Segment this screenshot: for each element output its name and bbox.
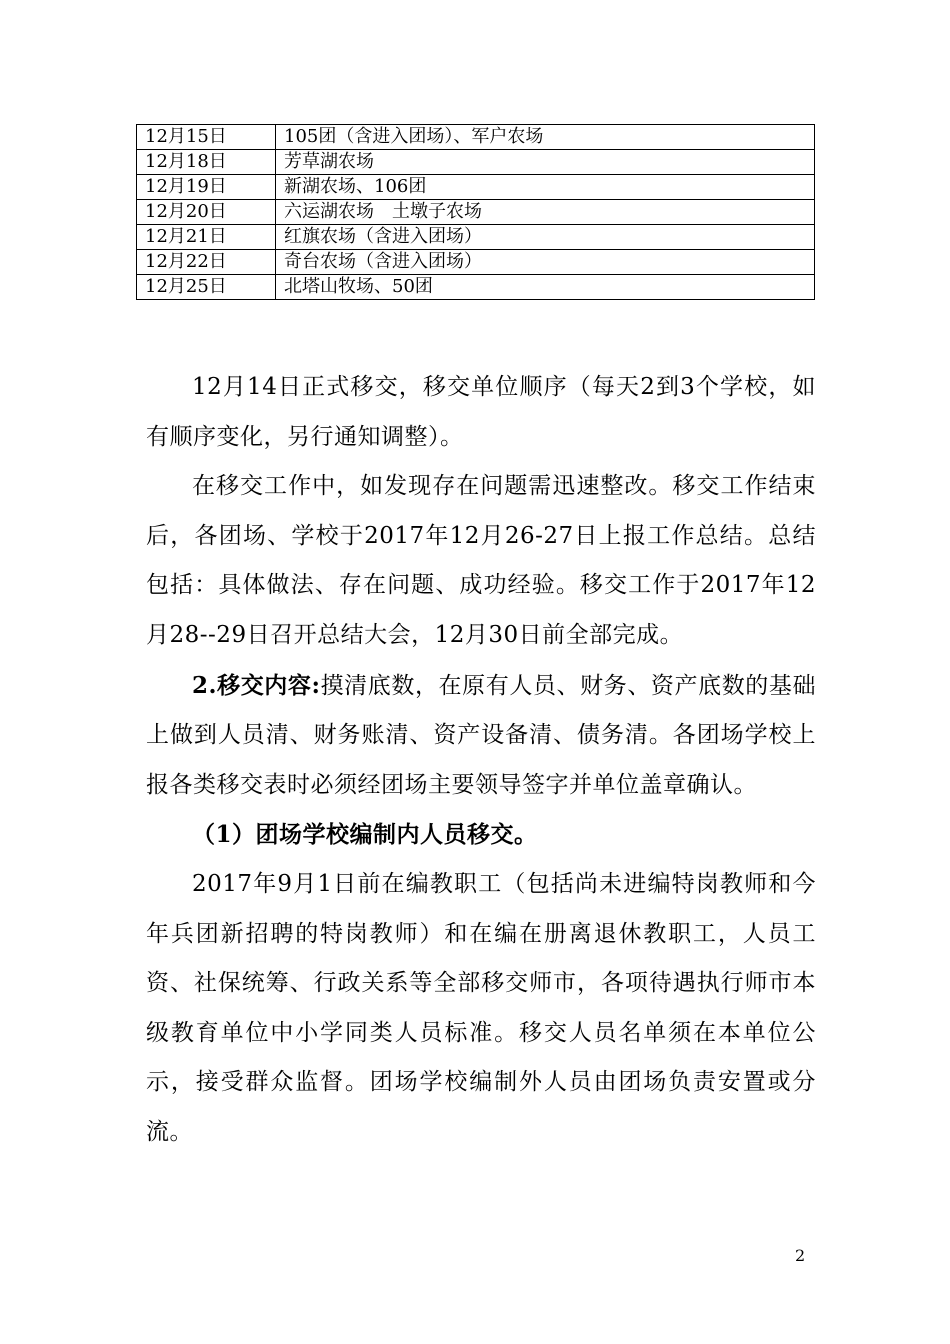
table-row [137,275,815,300]
date-cell: 12月22日 [137,250,276,275]
table-row [137,175,815,200]
table-row [137,200,815,225]
date-cell: 12月18日 [137,150,276,175]
units-cell: 芳草湖农场 [276,150,815,175]
paragraph-rectification-summary: 在移交工作中，如发现存在问题需迅速整改。移交工作结束后，各团场、学校于2017年12月26-27日上报工作总结。总结包括：具体做法、存在问题、成功经验。移交工作于2017年12月28--29日召开总结大会，12月30日前全部完成。 [146,473,816,648]
table-row [137,225,815,250]
paragraph-transfer-order: 12月14日正式移交，移交单位顺序（每天2到3个学校，如有顺序变化，另行通知调整）。 [146,374,816,450]
table-row [137,150,815,175]
date-cell: 12月21日 [137,225,276,250]
date-cell: 12月20日 [137,200,276,225]
date-cell: 12月19日 [137,175,276,200]
units-cell: 105团（含进入团场）、军户农场 [276,125,815,150]
transfer-content-heading: 2.移交内容: [192,671,321,699]
date-cell: 12月25日 [137,275,276,300]
table-row [137,250,815,275]
units-cell: 新湖农场、106团 [276,175,815,200]
units-cell: 六运湖农场 土墩子农场 [276,200,815,225]
section-subheading: （1）团场学校编制内人员移交。 [192,821,538,849]
body-text [146,363,816,1158]
transfer-schedule-table [136,124,815,300]
paragraph-staff-transfer: 2017年9月1日前在编教职工（包括尚未进编特岗教师和今年兵团新招聘的特岗教师）和在编在册离退休教职工，人员工资、社保统筹、行政关系等全部移交师市，各项待遇执行师市本级教育单位中小学同类人员标准。移交人员名单须在本单位公示，接受群众监督。团场学校编制外人员由团场负责安置或分流。 [146,870,816,1145]
page-number: 2 [795,1246,806,1265]
table-row [137,125,815,150]
units-cell: 北塔山牧场、50团 [276,275,815,300]
units-cell: 奇台农场（含进入团场） [276,250,815,275]
date-cell: 12月15日 [137,125,276,150]
paragraph-transfer-content [146,661,816,811]
transfer-content-text: 摸清底数，在原有人员、财务、资产底数的基础上做到人员清、财务账清、资产设备清、债务清。各团场学校上报各类移交表时必须经团场主要领导签字并单位盖章确认。 [146,672,816,798]
units-cell: 红旗农场（含进入团场） [276,225,815,250]
